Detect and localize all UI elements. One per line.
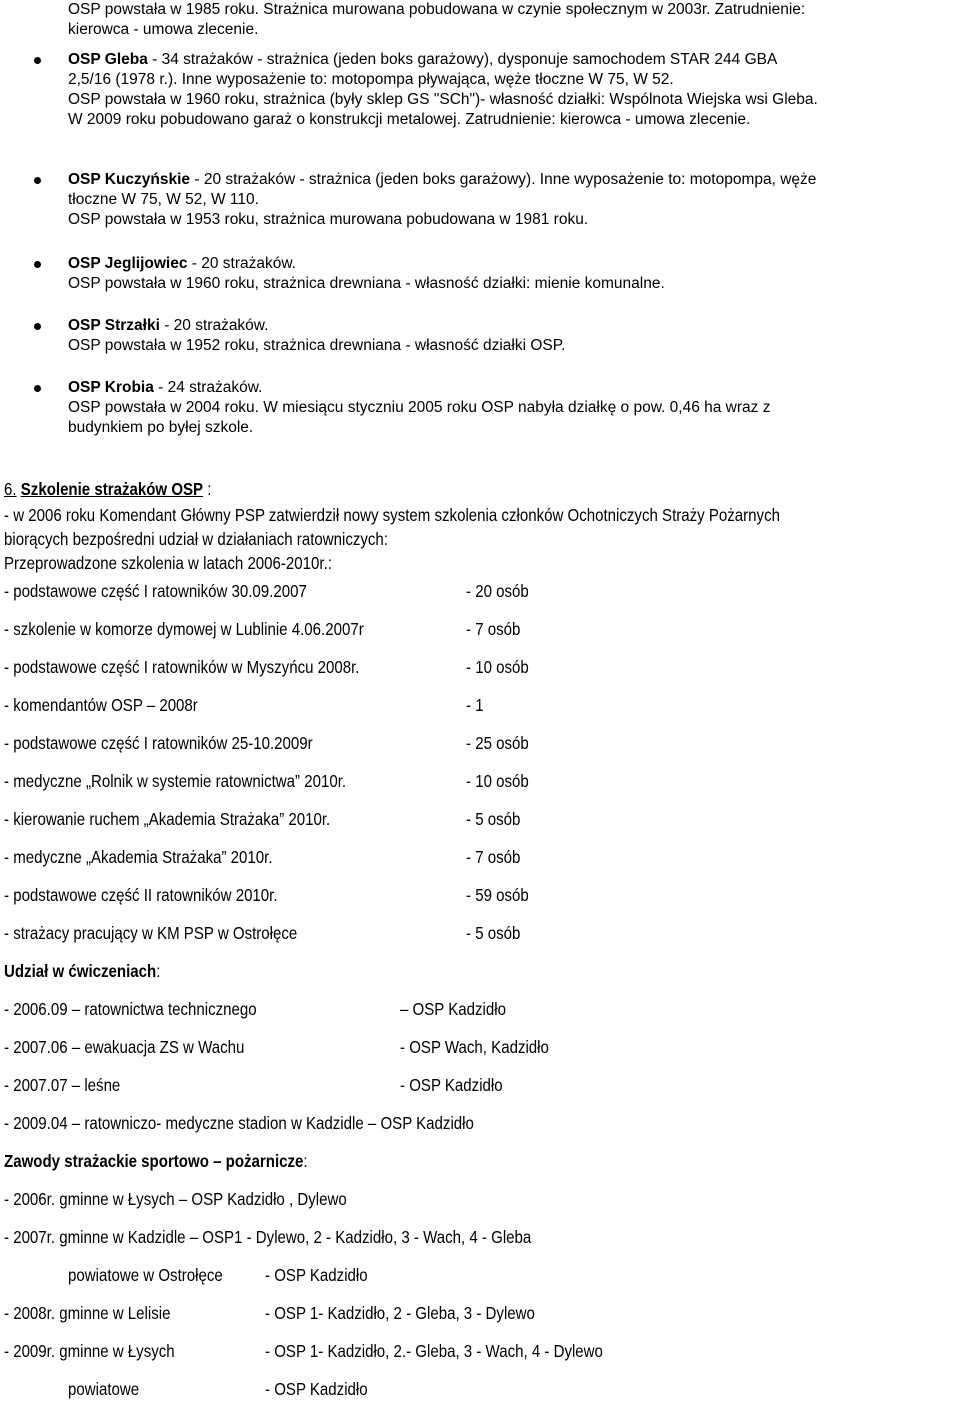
contests-heading: Zawody strażackie sportowo – pożarnicze: [4,1151,308,1171]
training-name: - komendantów OSP – 2008r [4,695,198,715]
training-name: - podstawowe część I ratowników 25-10.2009r [4,733,313,753]
bullet-icon [34,323,41,330]
unit-gleba-line-4: W 2009 roku pobudowano garaż o konstrukcji metalowej. Zatrudnienie: kierowca - umowa zlecenie. [68,111,751,128]
unit-name: OSP Jeglijowiec [68,255,188,272]
contest-result: - OSP 1- Kadzidło, 2 - Gleba, 3 - Dylewo [265,1303,535,1323]
training-count: - 25 osób [466,733,529,753]
unit-kuczynskie-line-1: OSP Kuczyńskie - 20 strażaków - strażnica (jeden boks garażowy). Inne wyposażenie to: motopompa, węże [68,171,817,188]
training-count: - 5 osób [466,923,521,943]
training-count: - 7 osób [466,619,521,639]
exercise-name: - 2009.04 – ratowniczo- medyczne stadion w Kadzidle – OSP Kadzidło [4,1113,474,1133]
training-name: - podstawowe część I ratowników w Myszyńcu 2008r. [4,657,360,677]
contest-name: powiatowe [68,1379,140,1399]
unit-jeglijowiec-line-1: OSP Jeglijowiec - 20 strażaków. [68,255,297,272]
exercise-unit: - OSP Kadzidło [400,1075,503,1095]
unit-gleba-line-3: OSP powstała w 1960 roku, strażnica (były sklep GS "SCh")- własność działki: Wspólnota Wiejska wsi Gleba. [68,91,818,108]
section-heading: 6. Szkolenie strażaków OSP : [4,479,212,499]
contest-result: - OSP 1- Kadzidło, 2.- Gleba, 3 - Wach, 4 - Dylewo [265,1341,603,1361]
training-count: - 5 osób [466,809,521,829]
exercise-name: - 2007.06 – ewakuacja ZS w Wachu [4,1037,245,1057]
training-name: - kierowanie ruchem „Akademia Strażaka” 2010r. [4,809,331,829]
unit-gleba-line-1: OSP Gleba - 34 strażaków - strażnica (jeden boks garażowy), dysponuje samochodem STAR 244 GBA [68,51,778,68]
exercise-unit: – OSP Kadzidło [400,999,506,1019]
unit-name: OSP Krobia [68,379,154,396]
intro-line-2: kierowca - umowa zlecenie. [68,21,259,38]
unit-strzalki-line-1: OSP Strzałki - 20 strażaków. [68,317,269,334]
bullet-icon [34,261,41,268]
training-intro-2: biorących bezpośredni udział w działaniach ratowniczych: [4,529,388,549]
intro-line-1: OSP powstała w 1985 roku. Strażnica murowana pobudowana w czynie społecznym w 2003r. Zatrudnienie: [68,1,806,18]
unit-name: OSP Strzałki [68,317,160,334]
unit-krobia-line-1: OSP Krobia - 24 strażaków. [68,379,263,396]
exercise-name: - 2006.09 – ratownictwa technicznego [4,999,257,1019]
exercise-unit: - OSP Wach, Kadzidło [400,1037,549,1057]
training-name: - szkolenie w komorze dymowej w Lublinie 4.06.2007r [4,619,364,639]
contest-name: - 2008r. gminne w Lelisie [4,1303,171,1323]
unit-name: OSP Kuczyńskie [68,171,191,188]
contest-name: powiatowe w Ostrołęce [68,1265,223,1285]
bullet-icon [34,385,41,392]
contest-name: - 2009r. gminne w Łysych [4,1341,175,1361]
training-count: - 59 osób [466,885,529,905]
contest-result: - OSP Kadzidło [265,1265,368,1285]
unit-name: OSP Gleba [68,51,148,68]
training-intro-1: - w 2006 roku Komendant Główny PSP zatwierdził nowy system szkolenia członków Ochotniczych Straży Pożarnych [4,505,780,525]
exercise-name: - 2007.07 – leśne [4,1075,121,1095]
unit-strzalki-line-2: OSP powstała w 1952 roku, strażnica drewniana - własność działki OSP. [68,337,566,354]
training-name: - podstawowe część I ratowników 30.09.2007 [4,581,307,601]
unit-kuczynskie-line-3: OSP powstała w 1953 roku, strażnica murowana pobudowana w 1981 roku. [68,211,589,228]
contest-name: - 2007r. gminne w Kadzidle – OSP1 - Dylewo, 2 - Kadzidło, 3 - Wach, 4 - Gleba [4,1227,532,1247]
training-count: - 1 [466,695,484,715]
bullet-icon [34,57,41,64]
bullet-icon [34,177,41,184]
training-name: - podstawowe część II ratowników 2010r. [4,885,278,905]
unit-jeglijowiec-line-2: OSP powstała w 1960 roku, strażnica drewniana - własność działki: mienie komunalne. [68,275,665,292]
unit-kuczynskie-line-2: tłoczne W 75, W 52, W 110. [68,191,259,208]
unit-krobia-line-3: budynkiem po byłej szkole. [68,419,254,436]
training-count: - 7 osób [466,847,521,867]
contest-result: - OSP Kadzidło [265,1379,368,1399]
contest-name: - 2006r. gminne w Łysych – OSP Kadzidło , Dylewo [4,1189,347,1209]
training-name: - medyczne „Rolnik w systemie ratownictwa” 2010r. [4,771,347,791]
section-title: Szkolenie strażaków OSP [20,479,204,499]
exercises-heading: Udział w ćwiczeniach: [4,961,161,981]
training-name: - strażacy pracujący w KM PSP w Ostrołęce [4,923,298,943]
unit-gleba-line-2: 2,5/16 (1978 r.). Inne wyposażenie to: motopompa pływająca, węże tłoczne W 75, W 52. [68,71,674,88]
training-count: - 10 osób [466,771,529,791]
training-count: - 10 osób [466,657,529,677]
unit-krobia-line-2: OSP powstała w 2004 roku. W miesiącu styczniu 2005 roku OSP nabyła działkę o pow. 0,46 ha wraz z [68,399,771,416]
training-intro-3: Przeprowadzone szkolenia w latach 2006-2010r.: [4,553,332,573]
training-name: - medyczne „Akademia Strażaka” 2010r. [4,847,273,867]
training-count: - 20 osób [466,581,529,601]
